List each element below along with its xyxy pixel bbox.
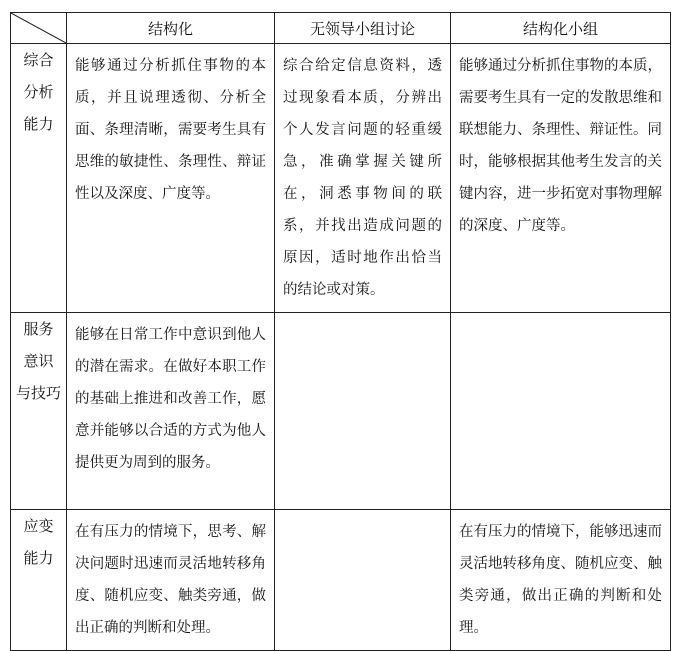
row-label (11, 510, 67, 651)
row-label-text: 服务 意识 与技巧 (15, 320, 61, 402)
cell-text (275, 510, 450, 522)
cell-structured-group (451, 510, 671, 651)
cell-structured-group (451, 313, 671, 510)
table-row (11, 510, 671, 651)
header-leaderless: 无领导小组讨论 (275, 13, 451, 44)
corner-cell (11, 13, 67, 44)
header-row (11, 13, 671, 44)
cell-text: 能够通过分析抓住事物的本质，需要考生具有一定的发散思维和联想能力、条理性、辩证性。同时，能够根据其他考生发言的关键内容，进一步拓宽对事物理解的深度、广度等。 (459, 58, 662, 234)
cell-text: 在有压力的情境下，能够迅速而灵活地转移角度、随机应变、触类旁通，做出正确的判断和处理。 (459, 524, 662, 636)
cell-text (275, 313, 450, 325)
cell-leaderless (275, 44, 451, 313)
cell-structured (67, 44, 275, 313)
cell-structured-group (451, 44, 671, 313)
row-label (11, 313, 67, 510)
row-label-text: 应变 能力 (23, 517, 54, 567)
cell-leaderless (275, 510, 451, 651)
cell-text: 在有压力的情境下，思考、解决问题时迅速而灵活地转移角度、随机应变、触类旁通，做出正确的判断和处理。 (75, 524, 266, 636)
cell-text: 能够通过分析抓住事物的本质，并且说理透彻、分析全面、条理清晰，需要考生具有思维的敏捷性、条理性、辩证性以及深度、广度等。 (75, 58, 266, 202)
row-label-text: 综合 分析 能力 (23, 51, 54, 133)
cell-text: 综合给定信息资料，透过现象看本质，分辨出个人发言问题的轻重缓急，准确掌握关键所在，洞悉事物间的联系，并找出造成问题的原因，适时地作出恰当的结论或对策。 (283, 58, 442, 298)
table-row (11, 313, 671, 510)
cell-leaderless (275, 313, 451, 510)
diagonal-line (11, 13, 66, 43)
row-label (11, 44, 67, 313)
header-structured-group: 结构化小组 (451, 13, 671, 44)
cell-text (451, 313, 670, 325)
table-row (11, 44, 671, 313)
cell-structured (67, 313, 275, 510)
header-structured: 结构化 (67, 13, 275, 44)
cell-structured (67, 510, 275, 651)
comparison-table (10, 12, 671, 651)
cell-text: 能够在日常工作中意识到他人的潜在需求。在做好本职工作的基础上推进和改善工作，愿意并能够以合适的方式为他人提供更为周到的服务。 (75, 327, 266, 471)
